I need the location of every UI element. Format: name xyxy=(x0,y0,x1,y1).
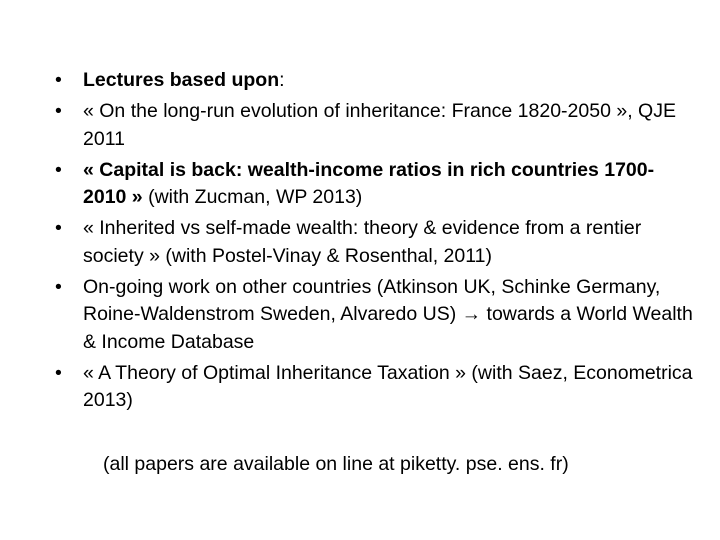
item-bold-text: « Capital is back: wealth-income ratios in rich countries 1700-2010 » xyxy=(83,158,655,208)
footnote: (all papers are available on line at piketty. pse. ens. fr) xyxy=(103,453,569,475)
list-item xyxy=(55,157,695,212)
bullet-icon: • xyxy=(55,275,62,298)
list-item xyxy=(55,360,695,415)
bullet-icon: • xyxy=(55,361,62,384)
item-text: « A Theory of Optimal Inheritance Taxation » (with Saez, Econometrica 2013) xyxy=(83,361,693,411)
item-text: « Inherited vs self-made wealth: theory & evidence from a rentier society » (with Postel-Vinay & Rosenthal, 2011) xyxy=(83,217,642,267)
list-item xyxy=(55,67,695,95)
list-item xyxy=(55,98,695,153)
item-text: « On the long-run evolution of inheritance: France 1820-2050 », QJE 2011 xyxy=(83,100,676,150)
list-item xyxy=(55,215,695,270)
item-bold-text: Lectures based upon xyxy=(83,69,280,91)
bullet-icon: • xyxy=(55,217,62,239)
bullet-icon: • xyxy=(55,69,62,91)
bullet-icon: • xyxy=(55,158,62,181)
item-text: (with Zucman, WP 2013) xyxy=(142,186,363,208)
item-text: On-going work on other countries (Atkinson UK, Schinke Germany, Roine-Waldenstrom Sweden, Alvaredo US) → towards a World Wealth & Income Database xyxy=(83,275,693,353)
reference-list xyxy=(55,67,695,418)
bullet-icon: • xyxy=(55,100,62,122)
list-item xyxy=(55,274,695,357)
item-text: : xyxy=(279,69,285,91)
